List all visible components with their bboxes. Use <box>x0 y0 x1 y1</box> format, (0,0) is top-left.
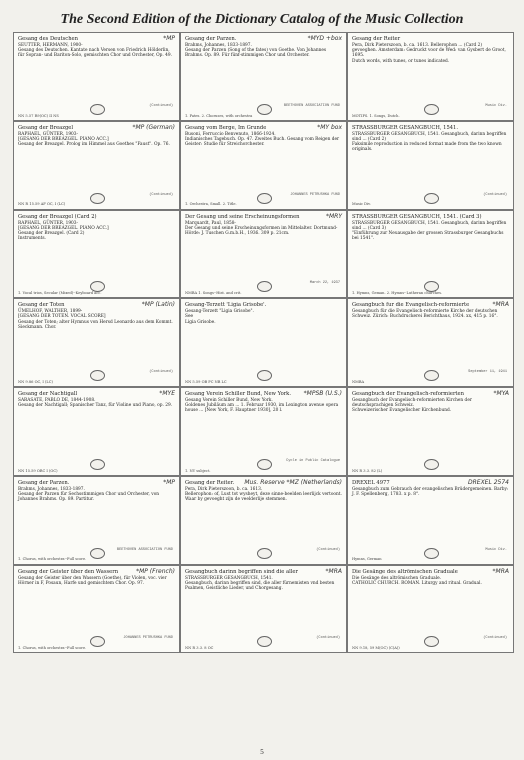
card-grid <box>13 32 514 742</box>
catalog-card <box>347 210 514 299</box>
card-tracing: NN 9.86 OC, I (LC) <box>18 379 53 384</box>
catalog-card <box>347 121 514 210</box>
catalog-card <box>180 121 347 210</box>
card-body: Gesang der Geister über den Wassern (Goethe), für Violen, voc. vier Hörner in F, Posaun, Harfe und gemischtem Chor. Op. 97. <box>18 575 167 586</box>
card-body: SARASATE, PABLO DE, 1844-1908. Gesang der Nachtigall; Spanischer Tanz, für Violine und Piano, op. 29. <box>18 398 173 409</box>
card-stamp: (Continued) <box>149 103 173 108</box>
catalog-card <box>13 121 180 210</box>
card-tracing: MOTIFS. 1. Songs, Dutch. <box>352 113 400 118</box>
card-tracing: 1. Hymns, Geman. 2. Hymns--Lutheran churches. <box>352 291 443 296</box>
card-body: Gesangbuch zum Gebrauch der evangelischen Brüdergemeinen. Barby: J. F. Spellenberg, 1783. x p. 8°. <box>352 486 509 497</box>
catalog-card <box>347 565 514 654</box>
card-heading: Der Gesang und seine Erscheinungsformen <box>185 213 300 220</box>
card-stamp: March 22, 1937 <box>309 281 340 286</box>
catalog-card <box>347 387 514 476</box>
card-body: Pera, Dirk Pieterszoon, b. ca. 1613. Bellerophon ... (Card 2) gevoeghen. Amsterdam: Gedruckt voor de Wed: van Gysbert de Groot, 1695. Dutch words, with tunes, or tunes indicated. <box>352 43 506 64</box>
catalog-card <box>180 476 347 565</box>
card-heading: Gesangbuch der Evangelisch-reformierten <box>352 391 464 397</box>
card-heading: Die Gesänge des altrömischen Graduale <box>352 568 458 575</box>
card-heading: Gesang der Parzen. <box>185 36 237 42</box>
card-call-number: *MRA <box>325 567 342 575</box>
card-call-number: *MRA <box>492 301 509 309</box>
card-body: Brahms, Johannes, 1833-1897. Gesang der Parzen (Song of the fates) von Goethe. Von Johannes Brahms. Op. 89. Für fünf-stimmigen Chor und Orchester. <box>185 43 327 59</box>
card-tracing: NN 9.18, 59 M(OC) (C(A)) <box>352 646 400 651</box>
catalog-card <box>347 32 514 121</box>
card-stamp: JOHANNES PETRUSHKA FUND <box>123 636 173 641</box>
card-stamp: (Continued) <box>149 370 173 374</box>
card-heading: STRASSBURGER GESANGBUCH, 1541. (Card 3) <box>352 213 482 220</box>
card-tracing: NMBA <box>352 379 365 384</box>
card-tracing: NN R 3.3. 8 OC <box>185 646 214 651</box>
card-tracing: NN 15.59 ORC I (OC) <box>18 468 58 473</box>
card-call-number: *MY box <box>317 123 342 131</box>
card-heading: Gesang der Breazgel (Card 2) <box>18 213 97 220</box>
card-call-number: *MPSB (U.S.) <box>303 390 342 397</box>
card-tracing: Hymns, German <box>352 557 382 562</box>
card-stamp: (Continued) <box>316 547 340 552</box>
card-call-number: DREXEL 2574 <box>467 478 509 486</box>
card-tracing: NN R 3.3. 82 (L) <box>352 468 383 473</box>
card-tracing: 1. Fates. 2. Choruses, with orchestra <box>185 113 253 118</box>
card-body: RAPHAEL, GÜNTER, 1903- [GESANG DER BREAZGEL. PIANO ACC.] Gesang der Breazgel. (Card 2) Instruments. <box>18 220 109 242</box>
card-body: SEUTTER, HERMANN, 1900- Gesang des Deutschen. Kantate nach Versen von Friedrich Hölderlin, für Sopran- und Bariton-Solo, gemischten Chor und Orchester, Op. 49. <box>18 43 172 59</box>
card-body: ÜMELHOF, WALTHER, 1899- [GESANG DER TOTEN. VOCAL SCORE] Gesang der Toten; alter Hymnus von Hersd Leonardo aus dem Kommt. Sieckmann. Chor. <box>18 309 173 330</box>
catalog-card <box>180 387 347 476</box>
card-body: Busoni, Ferruccio Benvenuto, 1866-1924. Indianisches Tagebuch. Op. 47. Zweites Buch. Gesang vom Reigen der Geister: Studie für Streichorchester. <box>185 131 340 148</box>
catalog-card <box>180 565 347 654</box>
card-call-number: *MP <box>163 478 175 486</box>
page-title: The Second Edition of the Dictionary Catalog of the Music Collection <box>60 12 464 27</box>
card-stamp: Music Div. <box>485 103 507 108</box>
card-stamp: (Continued) <box>149 192 173 197</box>
card-heading: STRASSBURGER GESANGBUCH, 1541. <box>352 124 458 131</box>
card-heading: Gesang der Parzen. <box>18 479 70 486</box>
catalog-card <box>13 210 180 299</box>
card-heading: Gesang der Geister über den Wassern <box>18 568 119 575</box>
card-body: STRASSBURGER GESANGBUCH, 1541. Gesangbuch, darinn begriffen sind, die aller fürnemisten vnd besten Psalmen, Geistliche Lieder, und Chorgesang. <box>185 575 335 591</box>
card-stamp: September 11, 1941 <box>468 370 507 374</box>
card-call-number: *MP (French) <box>136 567 175 575</box>
card-body: Brahms, Johannes, 1833-1897. Gesang der Parzen für Sechsstimmigen Chor und Orchester, von Johannes Brahms. Op. 89. Partitur. <box>18 486 160 503</box>
card-body: Pera, Dirk Pieterszoon, b. ca. 1613. Bellerophon: of, Lust tot wysheyt, deze sinne-beelden leerlijck vertoont. Waar by gevoeght zijn de veelderlije stemmen. <box>185 486 342 503</box>
card-heading: DREXEL 4977 <box>352 479 390 486</box>
card-tracing: 1. NY subject. <box>185 468 211 473</box>
card-heading: Gesang der Breazgel <box>18 124 74 131</box>
card-tracing: 1. Chorus, with orchestra--Full score. <box>18 557 87 562</box>
card-tracing: NMBA 1. Songs--Hist. and crit. <box>185 291 242 296</box>
card-stamp: BEETHOVEN ASSOCIATION FUND <box>283 103 340 108</box>
card-tracing: NN 5.59 OB PC NB LC <box>185 379 227 384</box>
card-heading: Gesang der Reiter. <box>185 479 235 486</box>
page-number: 5 <box>260 748 264 756</box>
card-call-number: *MP <box>163 35 175 42</box>
catalog-card <box>180 298 347 387</box>
card-stamp: (Continued) <box>483 636 507 641</box>
card-tracing: 1. Orchestra, Small. 2. Title. <box>185 202 237 207</box>
card-body: Die Gesänge des altrömischen Graduale. CATHOLIC CHURCH. ROMAN. Liturgy and ritual. Gradual. <box>352 575 482 586</box>
card-body: Gesang-Terzett "Ligia Grisobe". See Ligia Grisobe. <box>185 309 254 325</box>
card-call-number: *MYD +box <box>307 35 342 42</box>
card-tracing: NN 5.57 R9(OC) II NS <box>18 113 59 118</box>
card-stamp: (Continued) <box>316 636 340 641</box>
card-call-number: *MRA <box>492 567 509 575</box>
card-body: Marquardt, Paul, 1858- Der Gesang und seine Erscheinungsformen im Mittelalter. Dortmund-Hörde: J. Tuschen G.m.b.H., 1936. 309 p. 21cm. <box>185 220 338 236</box>
card-body: STRASSBURGER GESANGBUCH, 1541. Gesangbuch, darinn begriffen sind ... (Card 2) Faksimile reproduction in reduced format made from the two known originals. <box>352 131 507 153</box>
card-body: Gesangbuch der Evangelisch-reformierten Kirchen der deutschsprachigen Schweiz. Schweizerischer Evangelischer Kirchenbund. <box>352 398 472 414</box>
catalog-card <box>347 298 514 387</box>
card-heading: Gesangbuch fur die Evangelisch-reformierte <box>352 302 470 309</box>
card-heading: Gesang Verein Schiller Bund, New York. <box>185 391 291 397</box>
card-call-number: Mus. Reserve *MZ (Netherlands) <box>244 478 342 486</box>
card-call-number: *MRY <box>325 212 342 220</box>
card-tracing: NN R 15.59 AF OC, I (LC) <box>18 202 66 207</box>
catalog-card <box>13 298 180 387</box>
card-body: RAPHAEL, GÜNTER, 1903- [GESANG DER BREAZGEL. PIANO ACC.] Gesang der Breazgel. Prolog im Himmel aus Goethes "Faust". Op. 76. <box>18 131 170 148</box>
catalog-card <box>180 210 347 299</box>
card-call-number: *MP (German) <box>132 123 175 131</box>
card-stamp: BEETHOVEN ASSOCIATION FUND <box>116 547 173 552</box>
catalog-card <box>13 565 180 654</box>
card-stamp: Music Div. <box>485 547 507 552</box>
card-heading: Gesang vom Berge, Im Grunde <box>185 124 267 131</box>
card-body: STRASSBURGER GESANGBUCH, 1541. Gesangbuch, darinn begriffen sind ... (Card 3) "Einführung zur Neuausgabe der grossen Strassburger Gesangbuchs bei 1541". <box>352 220 507 242</box>
card-body: Gesangbuch für die Evangelisch-reformierte Kirche der deutschen Schweiz. Zürich: Buchdruckerei Berichthaus, 1924. xx, 415 p. 16°. <box>352 309 498 320</box>
card-call-number: *MYE <box>159 390 175 397</box>
card-heading: Gesang der Toten <box>18 302 65 309</box>
catalog-card <box>13 387 180 476</box>
catalog-card <box>13 476 180 565</box>
card-heading: Gesang der Reiter <box>352 36 401 42</box>
card-stamp: Cycle in Public Catalogue <box>286 458 340 463</box>
catalog-card <box>347 476 514 565</box>
card-tracing: 1. Vocal trios, Secular (Mixed)--Keyboard acc. <box>18 291 102 296</box>
card-body: Gesang Verein Schiller Bund, New York. Goldenes Jubiläum am ... 1. Februar 1930, im Lexington avenue opera house ... [New York, F. Hauptner 1930], 20 l. <box>185 398 339 414</box>
card-stamp: (Continued) <box>483 192 507 197</box>
catalog-card <box>13 32 180 121</box>
card-stamp: JOHANNES PETRUSHKA FUND <box>290 192 340 197</box>
card-call-number: *MP (Latin) <box>141 301 175 309</box>
card-tracing: 1. Chorus, with orchestra--Full score. <box>18 646 87 651</box>
card-call-number: *MYA <box>493 390 509 397</box>
card-heading: Gesang der Nachtigall <box>18 391 78 397</box>
card-heading: Gesang des Deutschen <box>18 36 78 42</box>
card-heading: Gesang-Terzett 'Ligia Grisobe'. <box>185 302 267 309</box>
card-punch-hole <box>257 548 272 559</box>
card-heading: Gesangbuch darinn begriffen sind die aller <box>185 568 298 575</box>
card-tracing: Music Div. <box>352 202 371 207</box>
catalog-card <box>180 32 347 121</box>
